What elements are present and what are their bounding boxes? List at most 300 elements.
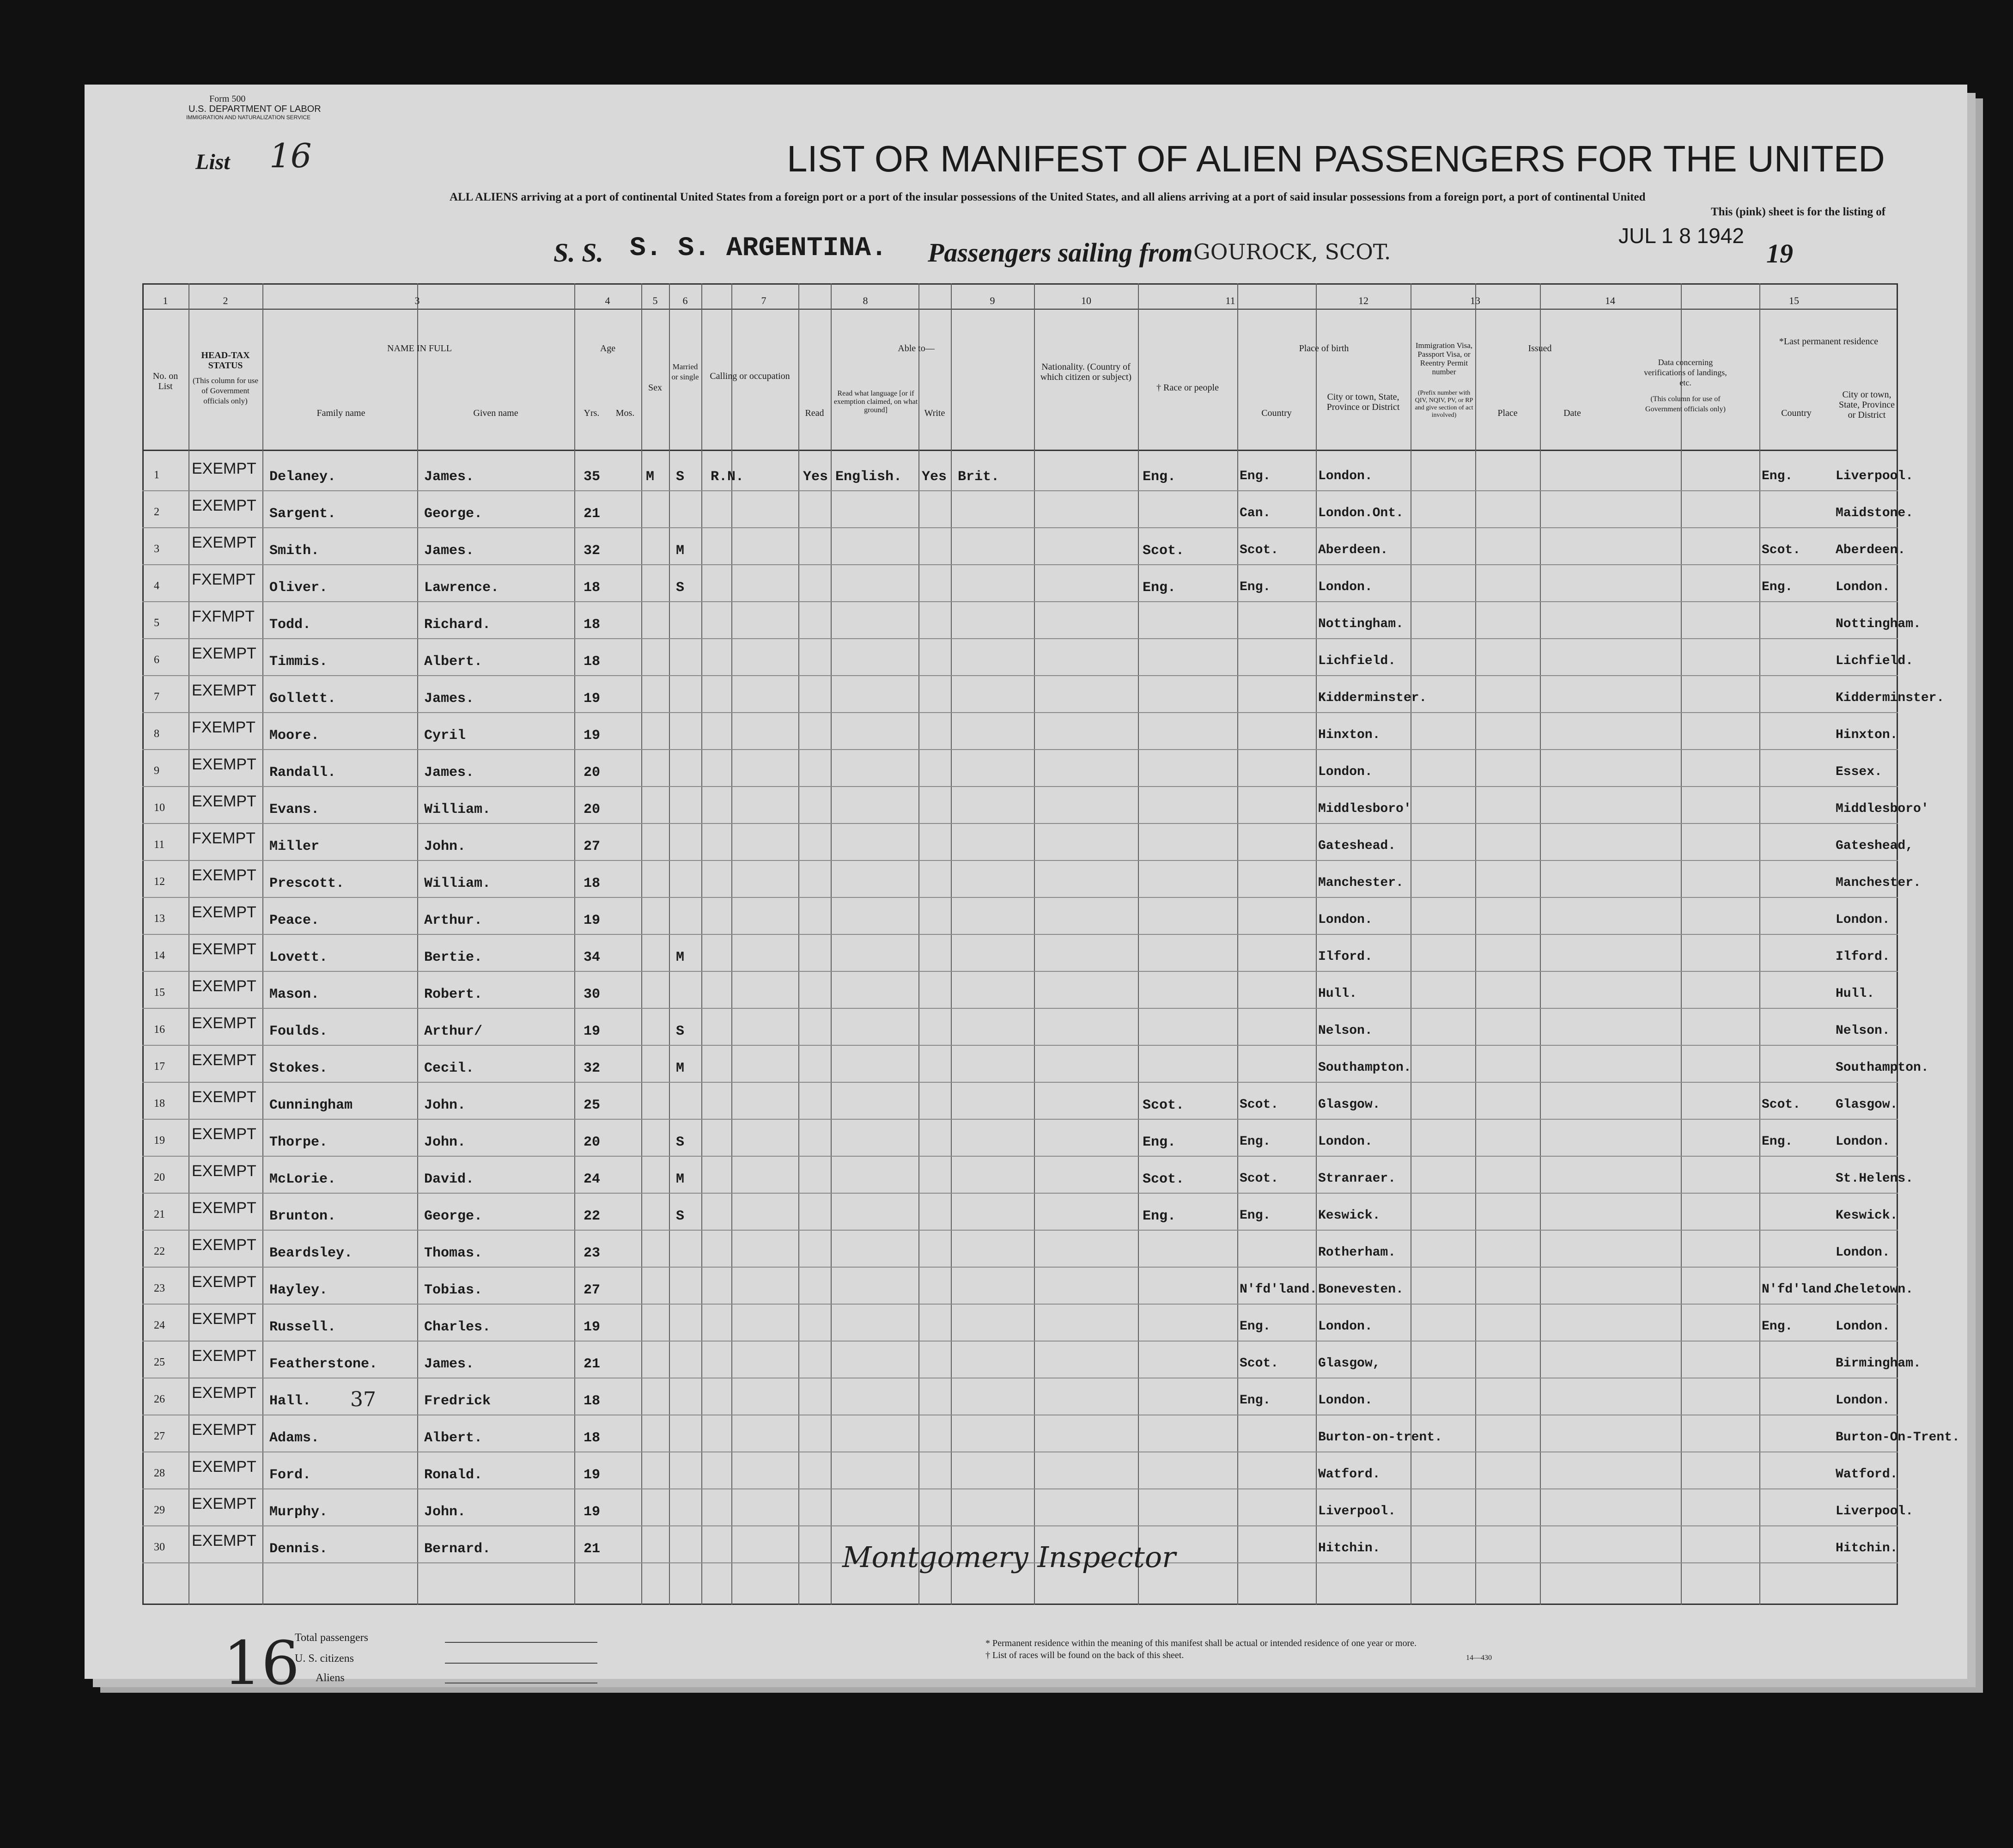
row-divider: [142, 749, 1898, 750]
cell-age: 32: [584, 1061, 601, 1076]
cell-res-country: Eng.: [1762, 469, 1793, 483]
cell-status: EXEMPT: [192, 1495, 256, 1513]
cell-read: Yes: [803, 469, 828, 485]
cell-given: Arthur/: [424, 1024, 483, 1039]
cell-age: 19: [584, 728, 601, 744]
manifest-subtitle-2: This (pink) sheet is for the listing of: [1711, 206, 1886, 218]
header-visa: Immigration Visa, Passport Visa, or Reentry Permit number: [1415, 341, 1473, 376]
cell-no: 5: [154, 617, 159, 629]
column-number: 13: [1470, 295, 1480, 306]
cell-no: 18: [154, 1098, 165, 1110]
cell-birth-city: Lichfield.: [1318, 654, 1396, 668]
cell-age: 18: [584, 1393, 601, 1409]
cell-res-city: Glasgow.: [1836, 1098, 1898, 1112]
cell-race: Eng.: [1143, 580, 1176, 596]
cell-status: EXEMPT: [192, 793, 256, 810]
header-yrs: Yrs.: [584, 408, 600, 418]
cell-birth-city: London.: [1318, 1134, 1373, 1149]
cell-family: Murphy.: [269, 1504, 328, 1520]
footnote-residence: * Permanent residence within the meaning of this manifest shall be actual or intended residence of one year or more.: [985, 1638, 1417, 1648]
cell-birth-city: Hull.: [1318, 987, 1357, 1001]
cell-res-city: London.: [1836, 1245, 1890, 1260]
col-divider: [918, 283, 919, 1605]
column-number: 15: [1789, 295, 1799, 306]
cell-res-city: Essex.: [1836, 765, 1882, 779]
cell-birth-country: Can.: [1240, 506, 1271, 520]
cell-birth-city: Gateshead.: [1318, 839, 1396, 853]
service-label: IMMIGRATION AND NATURALIZATION SERVICE: [186, 114, 311, 121]
cell-race: Eng.: [1143, 469, 1176, 485]
row-divider: [142, 934, 1898, 935]
cell-birth-city: Hinxton.: [1318, 728, 1381, 742]
cell-res-country: Eng.: [1762, 1319, 1793, 1334]
cell-birth-city: Stranraer.: [1318, 1171, 1396, 1186]
cell-status: EXEMPT: [192, 534, 256, 551]
ss-label: S. S.: [553, 238, 604, 268]
cell-no: 22: [154, 1245, 165, 1257]
cell-res-city: Ilford.: [1836, 950, 1890, 964]
header-calling: Calling or occupation: [710, 371, 790, 381]
cell-age: 18: [584, 876, 601, 891]
cell-res-city: Hinxton.: [1836, 728, 1898, 742]
cell-birth-city: London.: [1318, 469, 1373, 483]
cell-family: Thorpe.: [269, 1134, 328, 1150]
cell-status: FXFMPT: [192, 608, 255, 625]
row-divider: [142, 1488, 1898, 1489]
cell-given: George.: [424, 1208, 483, 1224]
cell-given: John.: [424, 1134, 466, 1150]
cell-given: Lawrence.: [424, 580, 499, 596]
row-divider: [142, 1008, 1898, 1009]
cell-family: Evans.: [269, 802, 320, 817]
cell-status: FXEMPT: [192, 719, 255, 736]
cell-no: 28: [154, 1467, 165, 1479]
header-head-tax-note: (This column for use of Government officials only): [192, 376, 259, 405]
row-divider: [142, 601, 1898, 602]
header-sex: Sex: [648, 383, 662, 393]
cell-res-city: London.: [1836, 913, 1890, 927]
col-divider: [1540, 283, 1541, 1605]
cell-family: Hall.: [269, 1393, 311, 1409]
cell-no: 21: [154, 1208, 165, 1220]
col-divider: [951, 283, 952, 1605]
cell-birth-city: Manchester.: [1318, 876, 1404, 890]
cell-birth-country: Eng.: [1240, 580, 1271, 594]
cell-res-city: Hitchin.: [1836, 1541, 1898, 1555]
cell-res-city: Liverpool.: [1836, 1504, 1914, 1519]
cell-given: Cyril: [424, 728, 466, 744]
cell-race: Eng.: [1143, 1134, 1176, 1150]
cell-given: Bertie.: [424, 950, 483, 965]
col-divider: [1034, 283, 1035, 1605]
cell-res-city: Aberdeen.: [1836, 543, 1906, 557]
cell-family: Delaney.: [269, 469, 336, 485]
cell-family: Timmis.: [269, 654, 328, 670]
column-number: 10: [1081, 295, 1091, 306]
cell-res-city: Burton-On-Trent.: [1836, 1430, 1960, 1445]
cell-given: Albert.: [424, 654, 483, 670]
cell-status: EXEMPT: [192, 1347, 256, 1365]
column-number: 9: [990, 295, 995, 306]
ship-name: S. S. ARGENTINA.: [630, 233, 887, 263]
cell-no: 14: [154, 950, 165, 962]
cell-age: 21: [584, 1356, 601, 1372]
cell-age: 19: [584, 1024, 601, 1039]
cell-race: Scot.: [1143, 1098, 1185, 1113]
header-no-on-list: No. on List: [152, 371, 178, 391]
sailing-port: GOUROCK, SCOT.: [1193, 239, 1391, 264]
cell-sex: M: [646, 469, 655, 485]
cell-given: Cecil.: [424, 1061, 474, 1076]
cell-given: James.: [424, 1356, 474, 1372]
cell-status: EXEMPT: [192, 1014, 256, 1032]
cell-birth-country: Scot.: [1240, 543, 1279, 557]
row-divider: [142, 564, 1898, 565]
row-divider: [142, 897, 1898, 898]
cell-birth-city: Bonevesten.: [1318, 1282, 1404, 1297]
cell-birth-city: Glasgow,: [1318, 1356, 1381, 1371]
cell-race: Eng.: [1143, 1208, 1176, 1224]
cell-birth-city: London.: [1318, 913, 1373, 927]
row-divider: [142, 823, 1898, 824]
col-divider: [1138, 283, 1139, 1605]
cell-age: 30: [584, 987, 601, 1002]
cell-no: 12: [154, 876, 165, 888]
col-divider: [669, 283, 670, 1605]
cell-family: Lovett.: [269, 950, 328, 965]
manifest-title: LIST OR MANIFEST OF ALIEN PASSENGERS FOR THE UNITED: [787, 138, 1885, 179]
manifest-subtitle-1: ALL ALIENS arriving at a port of continental United States from a foreign port or a port of the insular possessions of the United States, and all aliens arriving at a port of said insular possessions from a foreign port, a port of continental United: [450, 191, 1646, 203]
header-place-of-birth: Place of birth: [1299, 343, 1349, 354]
cell-birth-country: Eng.: [1240, 469, 1271, 483]
col-divider: [1475, 283, 1476, 1605]
col-divider: [831, 283, 832, 1605]
cell-age: 22: [584, 1208, 601, 1224]
cell-age: 20: [584, 765, 601, 781]
cell-status: EXEMPT: [192, 1236, 256, 1254]
cell-marital: S: [676, 580, 685, 596]
cell-age: 21: [584, 1541, 601, 1557]
col-divider: [1316, 283, 1317, 1605]
header-family-name: Family name: [316, 408, 365, 418]
cell-no: 13: [154, 913, 165, 925]
cell-age: 24: [584, 1171, 601, 1187]
header-race: † Race or people: [1156, 383, 1219, 393]
cell-no: 20: [154, 1171, 165, 1183]
cell-no: 8: [154, 728, 159, 740]
cell-birth-city: Middlesboro': [1318, 802, 1411, 816]
cell-family: Adams.: [269, 1430, 320, 1446]
cell-status: EXEMPT: [192, 1162, 256, 1180]
row-divider: [142, 1119, 1898, 1120]
cell-marital: S: [676, 1024, 685, 1039]
column-number: 6: [682, 295, 688, 306]
cell-birth-city: Ilford.: [1318, 950, 1373, 964]
cell-given: Albert.: [424, 1430, 483, 1446]
cell-status: EXEMPT: [192, 645, 256, 662]
cell-family: Stokes.: [269, 1061, 328, 1076]
cell-status: EXEMPT: [192, 1310, 256, 1328]
cell-birth-city: London.: [1318, 1319, 1373, 1334]
cell-birth-country: N'fd'land.: [1240, 1282, 1318, 1297]
row-divider: [142, 1156, 1898, 1157]
cell-occupation: R.N.: [711, 469, 744, 485]
cell-family: Ford.: [269, 1467, 311, 1483]
cell-res-city: Liverpool.: [1836, 469, 1914, 483]
cell-given: William.: [424, 876, 491, 891]
cell-family: Todd.: [269, 617, 311, 633]
row-divider: [142, 1230, 1898, 1231]
cell-given: David.: [424, 1171, 474, 1187]
cell-given: James.: [424, 469, 474, 485]
col-divider: [574, 283, 575, 1605]
column-number: 7: [761, 295, 766, 306]
row-divider: [142, 786, 1898, 787]
cell-age: 20: [584, 802, 601, 817]
row-divider: [142, 971, 1898, 972]
handwritten-total: 16: [223, 1628, 300, 1698]
cell-res-city: Watford.: [1836, 1467, 1898, 1482]
cell-race: Scot.: [1143, 1171, 1185, 1187]
column-number: 3: [414, 295, 420, 306]
col-divider: [701, 283, 702, 1605]
cell-birth-city: London.: [1318, 1393, 1373, 1408]
cell-family: McLorie.: [269, 1171, 336, 1187]
footer-line: [445, 1663, 597, 1664]
cell-given: James.: [424, 691, 474, 707]
col-divider: [1681, 283, 1682, 1605]
cell-res-country: Scot.: [1762, 1098, 1801, 1112]
cell-no: 29: [154, 1504, 165, 1516]
cell-family: Beardsley.: [269, 1245, 353, 1261]
header-age: Age: [600, 343, 616, 354]
manifest-table-border: [142, 283, 1898, 1605]
column-number: 14: [1605, 295, 1615, 306]
cell-res-city: Nottingham.: [1836, 617, 1921, 631]
cell-no: 25: [154, 1356, 165, 1368]
cell-given: John.: [424, 839, 466, 854]
cell-status: EXEMPT: [192, 940, 256, 958]
header-issued-place: Place: [1497, 408, 1518, 418]
cell-family: Sargent.: [269, 506, 336, 522]
cell-res-city: London.: [1836, 580, 1890, 594]
cell-status: EXEMPT: [192, 1532, 256, 1549]
department-label: U.S. DEPARTMENT OF LABOR: [189, 104, 321, 114]
row-divider: [142, 527, 1898, 528]
header-given-name: Given name: [473, 408, 518, 418]
cell-status: EXEMPT: [192, 1384, 256, 1402]
cell-age: 19: [584, 691, 601, 707]
col-divider: [417, 283, 418, 1605]
cell-age: 32: [584, 543, 601, 559]
cell-res-country: N'fd'land.: [1762, 1282, 1840, 1297]
cell-status: EXEMPT: [192, 1051, 256, 1069]
cell-birth-country: Eng.: [1240, 1134, 1271, 1149]
cell-no: 10: [154, 802, 165, 814]
cell-no: 19: [154, 1134, 165, 1147]
row-divider: [142, 490, 1898, 491]
col-divider: [262, 283, 263, 1605]
column-number: 11: [1225, 295, 1235, 306]
cell-family: Cunningham: [269, 1098, 353, 1113]
cell-marital: S: [676, 1208, 685, 1224]
cell-family: Moore.: [269, 728, 320, 744]
cell-status: EXEMPT: [192, 460, 256, 477]
cell-status: EXEMPT: [192, 682, 256, 699]
cell-given: Charles.: [424, 1319, 491, 1335]
cell-age: 20: [584, 1134, 601, 1150]
column-number: 12: [1358, 295, 1368, 306]
cell-no: 2: [154, 506, 159, 518]
cell-marital: M: [676, 1061, 685, 1076]
cell-birth-city: Nelson.: [1318, 1024, 1373, 1038]
cell-family: Featherstone.: [269, 1356, 378, 1372]
cell-race: Scot.: [1143, 543, 1185, 559]
cell-no: 7: [154, 691, 159, 703]
cell-age: 25: [584, 1098, 601, 1113]
header-landings-note: (This column for use of Government officials only): [1645, 395, 1726, 413]
list-label: List: [195, 150, 230, 174]
cell-given: William.: [424, 802, 491, 817]
cell-birth-country: Eng.: [1240, 1393, 1271, 1408]
cell-res-city: Manchester.: [1836, 876, 1921, 890]
cell-given: John.: [424, 1098, 466, 1113]
cell-res-city: Gateshead,: [1836, 839, 1914, 853]
header-head-tax: HEAD-TAX STATUS: [201, 350, 250, 371]
cell-family: Brunton.: [269, 1208, 336, 1224]
col-divider: [641, 283, 642, 1605]
cell-given: Fredrick: [424, 1393, 491, 1409]
cell-no: 16: [154, 1024, 165, 1036]
cell-res-city: Maidstone.: [1836, 506, 1914, 520]
cell-age: 19: [584, 1467, 601, 1483]
cell-res-city: Birmingham.: [1836, 1356, 1921, 1371]
column-number: 2: [223, 295, 228, 306]
year-label: 19: [1766, 238, 1793, 268]
cell-status: EXEMPT: [192, 1088, 256, 1106]
cell-given: James.: [424, 765, 474, 781]
footer-form-code: 14—430: [1466, 1654, 1492, 1662]
header-read-language: Read what language [or if exemption claimed, on what ground]: [833, 390, 918, 414]
cell-family: Prescott.: [269, 876, 345, 891]
cell-birth-city: London.: [1318, 765, 1373, 779]
cell-status: FXEMPT: [192, 829, 255, 847]
cell-res-city: London.: [1836, 1393, 1890, 1408]
cell-res-country: Scot.: [1762, 543, 1801, 557]
cell-no: 30: [154, 1541, 165, 1553]
column-number: 4: [605, 295, 610, 306]
cell-given: James.: [424, 543, 474, 559]
cell-birth-city: London.Ont.: [1318, 506, 1404, 520]
row-divider: [142, 638, 1898, 639]
header-issued-date: Date: [1563, 408, 1581, 418]
header-mos: Mos.: [615, 408, 635, 418]
row-divider: [142, 1193, 1898, 1194]
cell-res-city: Lichfield.: [1836, 654, 1914, 668]
cell-status: EXEMPT: [192, 497, 256, 514]
cell-given: George.: [424, 506, 483, 522]
cell-family: Foulds.: [269, 1024, 328, 1039]
cell-marital: S: [676, 1134, 685, 1150]
cell-family: Miller: [269, 839, 320, 854]
cell-age: 19: [584, 1319, 601, 1335]
header-birth-country: Country: [1261, 408, 1292, 418]
header-res-city: City or town, State, Province or District: [1838, 390, 1895, 420]
cell-birth-city: Aberdeen.: [1318, 543, 1388, 557]
cell-status: EXEMPT: [192, 1199, 256, 1217]
cell-res-city: Hull.: [1836, 987, 1875, 1001]
manifest-sheet: [85, 85, 1967, 1698]
cell-nationality: Brit.: [958, 469, 1000, 485]
header-issued: Issued: [1528, 343, 1552, 354]
cell-age: 34: [584, 950, 601, 965]
cell-birth-country: Scot.: [1240, 1098, 1279, 1112]
cell-family: Hayley.: [269, 1282, 328, 1298]
cell-res-country: Eng.: [1762, 580, 1793, 594]
cell-no: 15: [154, 987, 165, 999]
cell-birth-city: Liverpool.: [1318, 1504, 1396, 1519]
cell-marital: M: [676, 543, 685, 559]
header-married: Married or single: [671, 362, 699, 381]
cell-status: EXEMPT: [192, 1458, 256, 1476]
header-name-in-full: NAME IN FULL: [387, 343, 452, 354]
header-read: Read: [805, 408, 824, 418]
row-divider: [142, 712, 1898, 713]
cell-res-city: Keswick.: [1836, 1208, 1898, 1223]
cell-res-city: Middlesboro': [1836, 802, 1929, 816]
cell-given: Thomas.: [424, 1245, 483, 1261]
row-divider: [142, 1267, 1898, 1268]
cell-age: 27: [584, 1282, 601, 1298]
cell-status: EXEMPT: [192, 1125, 256, 1143]
cell-family: Peace.: [269, 913, 320, 928]
cell-res-city: Kidderminster.: [1836, 691, 1945, 705]
cell-family: Oliver.: [269, 580, 328, 596]
column-number: 5: [652, 295, 658, 306]
col-divider: [798, 283, 799, 1605]
header-last-residence: *Last permanent residence: [1779, 336, 1879, 347]
cell-family: Dennis.: [269, 1541, 328, 1557]
cell-age: 18: [584, 654, 601, 670]
cell-birth-city: Hitchin.: [1318, 1541, 1381, 1555]
cell-given: Ronald.: [424, 1467, 483, 1483]
cell-no: 1: [154, 469, 159, 481]
footer-us-citizens: U. S. citizens: [295, 1653, 354, 1665]
row-divider: [142, 1045, 1898, 1046]
cell-family: Mason.: [269, 987, 320, 1002]
cell-birth-country: Scot.: [1240, 1356, 1279, 1371]
cell-birth-city: Glasgow.: [1318, 1098, 1381, 1112]
cell-no: 23: [154, 1282, 165, 1294]
column-number: 8: [863, 295, 868, 306]
row-divider: [142, 1082, 1898, 1083]
cell-res-country: Eng.: [1762, 1134, 1793, 1149]
cell-age: 21: [584, 506, 601, 522]
cell-no: 17: [154, 1061, 165, 1073]
footer-aliens: Aliens: [316, 1672, 345, 1684]
cell-given: Bernard.: [424, 1541, 491, 1557]
cell-no: 11: [154, 839, 165, 851]
col-divider: [1759, 283, 1760, 1605]
header-nationality: Nationality. (Country of which citizen or subject): [1040, 362, 1132, 382]
cell-marital: M: [676, 1171, 685, 1187]
header-visa-note: (Prefix number with QIV, NQIV, PV, or RP and give section of act involved): [1415, 390, 1473, 419]
cell-age: 18: [584, 1430, 601, 1446]
cell-marital: M: [676, 950, 685, 965]
inspector-signature: Montgomery Inspector: [842, 1540, 1176, 1574]
cell-res-city: Nelson.: [1836, 1024, 1890, 1038]
cell-birth-country: Scot.: [1240, 1171, 1279, 1186]
